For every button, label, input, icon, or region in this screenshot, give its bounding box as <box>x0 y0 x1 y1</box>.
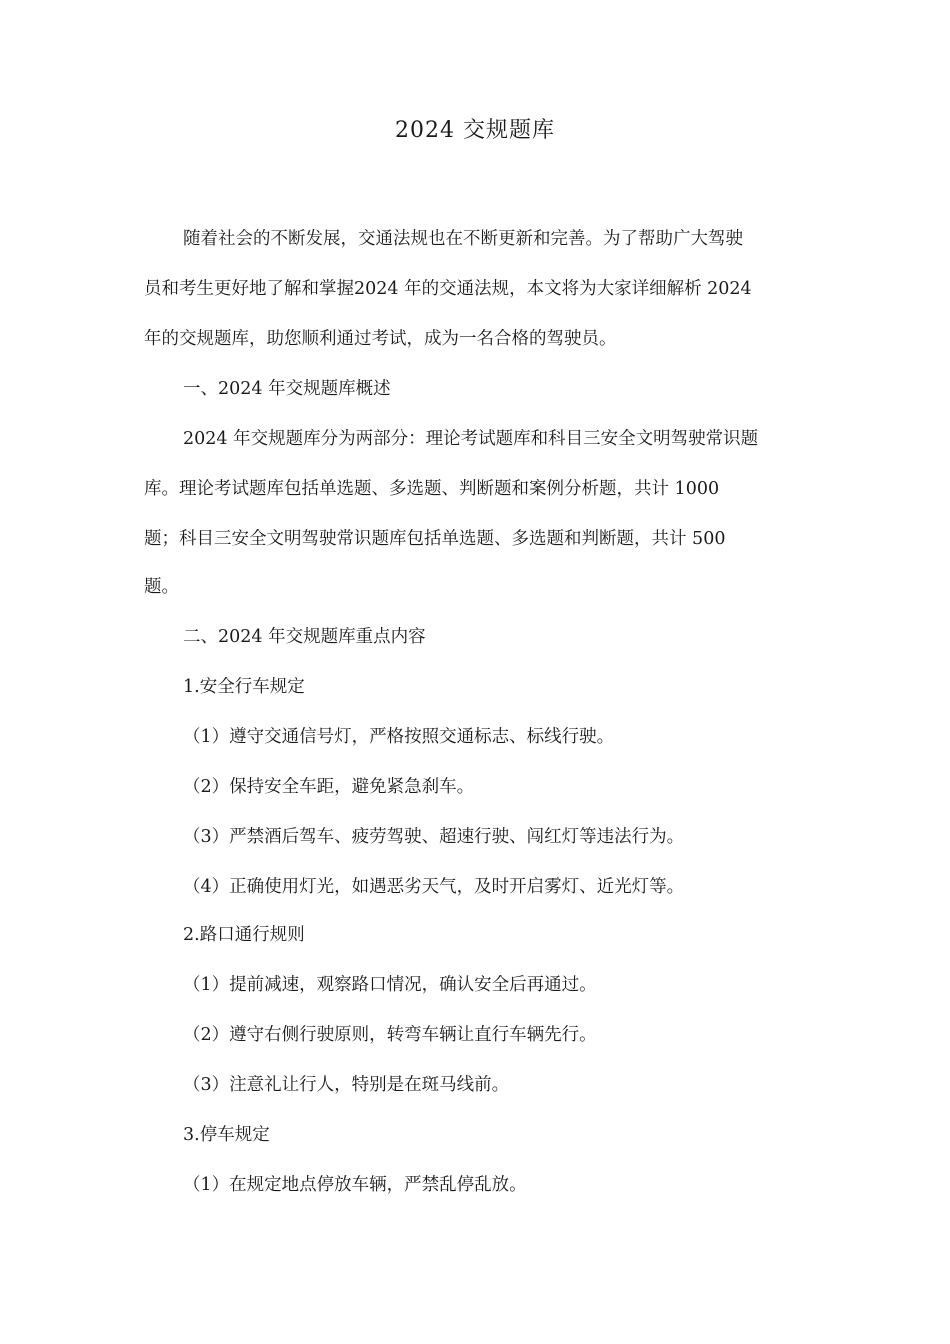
topic2-item-3: （3）注意礼让行人，特别是在斑马线前。 <box>183 1075 510 1095</box>
section1-line-2: 库。理论考试题库包括单选题、多选题、判断题和案例分析题，共计 1000 <box>144 479 720 499</box>
section1-line-1: 2024 年交规题库分为两部分：理论考试题库和科目三安全文明驾驶常识题 <box>183 429 759 449</box>
topic3-item-1: （1）在规定地点停放车辆，严禁乱停乱放。 <box>183 1175 527 1195</box>
section1-line-4: 题。 <box>144 577 179 597</box>
topic1-item-3: （3）严禁酒后驾车、疲劳驾驶、超速行驶、闯红灯等违法行为。 <box>183 827 685 847</box>
topic2-item-2: （2）遵守右侧行驶原则，转弯车辆让直行车辆先行。 <box>183 1025 597 1045</box>
topic3-heading: 3.停车规定 <box>183 1125 270 1145</box>
intro-line-3: 年的交规题库，助您顺利通过考试，成为一名合格的驾驶员。 <box>144 329 617 349</box>
topic2-heading: 2.路口通行规则 <box>183 925 305 945</box>
section1-line-3: 题；科目三安全文明驾驶常识题库包括单选题、多选题和判断题，共计 500 <box>144 529 726 549</box>
topic1-item-2: （2）保持安全车距，避免紧急刹车。 <box>183 777 475 797</box>
topic2-item-1: （1）提前减速，观察路口情况，确认安全后再通过。 <box>183 975 597 995</box>
topic1-heading: 1.安全行车规定 <box>183 677 305 697</box>
document-title: 2024 交规题库 <box>395 118 555 143</box>
section1-heading: 一、2024 年交规题库概述 <box>183 379 391 399</box>
topic1-item-1: （1）遵守交通信号灯，严格按照交通标志、标线行驶。 <box>183 727 615 747</box>
topic1-item-4: （4）正确使用灯光，如遇恶劣天气，及时开启雾灯、近光灯等。 <box>183 877 685 897</box>
intro-line-2: 员和考生更好地了解和掌握2024 年的交通法规，本文将为大家详细解析 2024 <box>144 279 752 299</box>
intro-line-1: 随着社会的不断发展，交通法规也在不断更新和完善。为了帮助广大驾驶 <box>183 229 743 249</box>
section2-heading: 二、2024 年交规题库重点内容 <box>183 627 426 647</box>
